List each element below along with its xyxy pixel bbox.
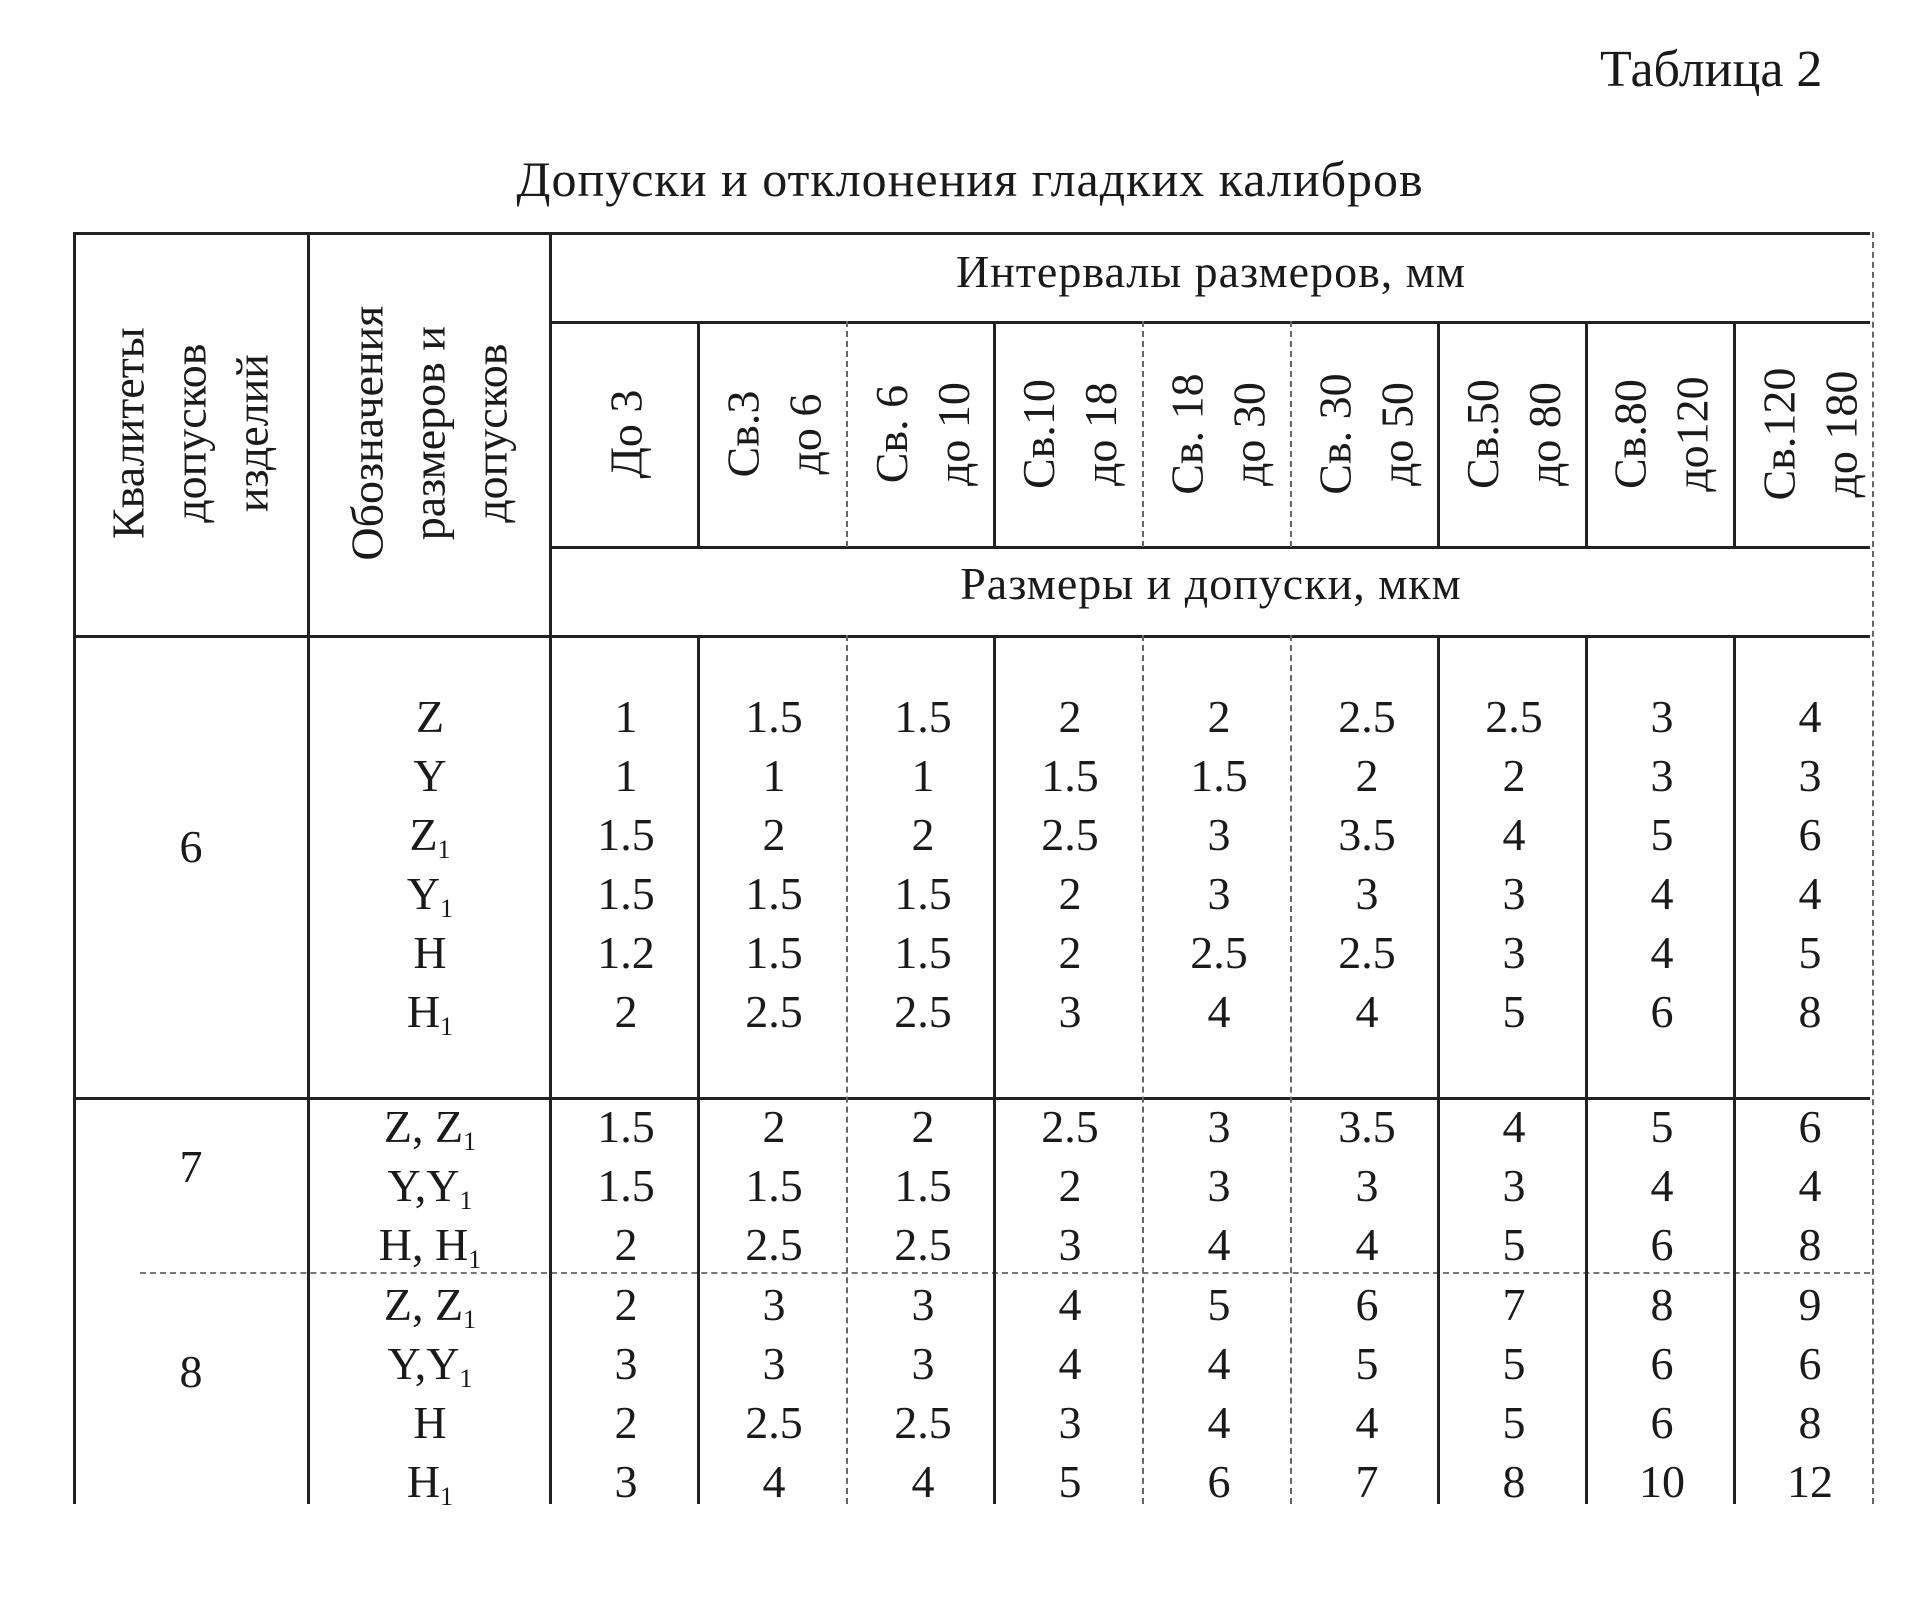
tolerance-symbol: H, $H_1$ — [378, 1219, 482, 1274]
table-cell: 3 — [1207, 868, 1231, 919]
table-cell: 1.5 — [894, 1160, 952, 1211]
tolerance-symbol: Z, $Z_1$ — [383, 1279, 477, 1334]
tolerance-symbol: $Y_1$ — [406, 868, 454, 923]
table-cell: 3 — [762, 1279, 786, 1330]
quality-group-label: 7 — [179, 1141, 203, 1192]
table-cell: 3 — [1207, 1101, 1231, 1152]
table-cell: 4 — [1058, 1338, 1082, 1389]
table-cell: 2.5 — [894, 1219, 952, 1270]
symbol-subscript: 1 — [463, 1127, 477, 1156]
tolerance-symbol: $Z_1$ — [409, 809, 451, 864]
table-cell: 2 — [762, 809, 786, 860]
table-cell: 1.5 — [894, 927, 952, 978]
table-cell: 5 — [1502, 1219, 1526, 1270]
tolerance-symbol: $Y,Y_1$ — [387, 1338, 473, 1393]
table-cell: 2 — [614, 1219, 638, 1270]
symbol-subscript: 1 — [440, 1012, 454, 1041]
table-cell: 2 — [614, 986, 638, 1037]
table-cell: 4 — [762, 1456, 786, 1507]
table-cell: 2.5 — [1338, 927, 1396, 978]
table-cell: 2.5 — [1190, 927, 1248, 978]
table-cell: 4 — [1058, 1279, 1082, 1330]
quality-group-label: 8 — [179, 1346, 203, 1397]
table-cell: 3 — [762, 1338, 786, 1389]
table-cell: 6 — [1355, 1279, 1379, 1330]
table-cell: 2 — [1502, 750, 1526, 801]
table-cell: 2.5 — [1041, 1101, 1099, 1152]
table-cell: 10 — [1639, 1456, 1685, 1507]
interval-header-line: Св. 18 — [1161, 373, 1213, 496]
interval-column-header — [700, 322, 848, 547]
table-cell: 4 — [1355, 1219, 1379, 1270]
table-cell: 6 — [1798, 1338, 1822, 1389]
table-cell: 7 — [1502, 1279, 1526, 1330]
table-cell: 3 — [1355, 868, 1379, 919]
table-cell: 6 — [1207, 1456, 1231, 1507]
table-cell: 3.5 — [1338, 1101, 1396, 1152]
table-cell: 3 — [614, 1338, 638, 1389]
table-cell: 4 — [911, 1456, 935, 1507]
table-cell: 8 — [1798, 986, 1822, 1037]
interval-header-line: Св.120 — [1752, 368, 1804, 501]
table-cell: 1.5 — [597, 868, 655, 919]
table-cell: 4 — [1798, 868, 1822, 919]
table-cell: 1 — [911, 750, 935, 801]
table-cell: 1.5 — [745, 1160, 803, 1211]
table-cell: 2.5 — [894, 1397, 952, 1448]
table-cell: 2.5 — [1485, 691, 1543, 742]
table-cell: 8 — [1650, 1279, 1674, 1330]
table-cell: 1.5 — [1041, 750, 1099, 801]
table-cell: 3 — [1207, 809, 1231, 860]
table-cell: 5 — [1355, 1338, 1379, 1389]
symbol-subscript: 1 — [440, 894, 454, 923]
table-cell: 1.5 — [597, 1101, 655, 1152]
table-cell: 6 — [1650, 1219, 1674, 1270]
table-cell: 4 — [1650, 868, 1674, 919]
table-cell: 2.5 — [1041, 809, 1099, 860]
table-cell: 2.5 — [894, 986, 952, 1037]
table-cell: 4 — [1207, 986, 1231, 1037]
symbol-subscript: 1 — [459, 1186, 473, 1215]
table-cell: 6 — [1650, 1338, 1674, 1389]
table-cell: 3 — [911, 1279, 935, 1330]
table-cell: 1 — [614, 691, 638, 742]
interval-header-line: Св.3 — [716, 391, 768, 478]
table-cell: 3 — [1502, 927, 1526, 978]
interval-header-line: до 10 — [928, 382, 979, 487]
table-cell: 1.5 — [894, 868, 952, 919]
table-cell: 4 — [1355, 1397, 1379, 1448]
table-cell: 1.5 — [745, 868, 803, 919]
table-cell: 4 — [1650, 1160, 1674, 1211]
tolerance-symbol: $Y,Y_1$ — [387, 1160, 473, 1215]
table-cell: 1 — [614, 750, 638, 801]
table-cell: 3 — [1355, 1160, 1379, 1211]
interval-header-line: до 6 — [779, 394, 830, 475]
interval-column-header — [1588, 322, 1736, 547]
symbol-subscript: 1 — [468, 1245, 482, 1274]
interval-header-line: до 180 — [1815, 371, 1866, 498]
table-cell: 1.5 — [894, 691, 952, 742]
tolerance-symbol: Y — [413, 750, 447, 801]
header-bottom-rule — [75, 635, 1870, 638]
table-cell: 12 — [1787, 1456, 1833, 1507]
table-cell: 2.5 — [1338, 691, 1396, 742]
table-cell: 5 — [1650, 1101, 1674, 1152]
table-cell: 1.5 — [1190, 750, 1248, 801]
table-cell: 2 — [1058, 868, 1082, 919]
table-cell: 2 — [1207, 691, 1231, 742]
table-cell: 5 — [1058, 1456, 1082, 1507]
table-cell: 9 — [1798, 1279, 1822, 1330]
interval-header-line: до 80 — [1519, 382, 1570, 487]
table-cell: 4 — [1207, 1397, 1231, 1448]
table-cell: 2 — [614, 1397, 638, 1448]
table-cell: 2 — [762, 1101, 786, 1152]
table-cell: 4 — [1650, 927, 1674, 978]
table-cell: 8 — [1502, 1456, 1526, 1507]
symbol-column-header — [310, 232, 549, 635]
symbol-header-line: Обозначения — [341, 306, 393, 561]
table-cell: 6 — [1650, 1397, 1674, 1448]
table-cell: 5 — [1798, 927, 1822, 978]
symbol-header-line: допусков — [465, 343, 517, 524]
table-cell: 4 — [1207, 1338, 1231, 1389]
interval-header-line: до 50 — [1372, 382, 1423, 487]
symbol-subscript: 1 — [463, 1305, 477, 1334]
table-cell: 1.5 — [597, 1160, 655, 1211]
quality-header-line: изделий — [227, 354, 279, 513]
interval-column-header — [1293, 322, 1441, 547]
interval-column-header — [1736, 322, 1884, 547]
table-cell: 3 — [1058, 1397, 1082, 1448]
table-cell: 4 — [1207, 1219, 1231, 1270]
table-title: Допуски и отклонения гладких калибров — [516, 151, 1424, 207]
quality-header-line: Квалитеты — [102, 327, 154, 540]
tolerance-symbol: Z, $Z_1$ — [383, 1101, 477, 1156]
table-cell: 2 — [1058, 1160, 1082, 1211]
table-cell: 5 — [1650, 809, 1674, 860]
symbol-header-line: размеров и — [403, 326, 455, 541]
interval-column-header — [849, 322, 997, 547]
interval-header-line: до120 — [1667, 376, 1718, 493]
interval-column-header — [552, 322, 700, 547]
table-cell: 2 — [911, 1101, 935, 1152]
interval-header-line: До 3 — [599, 390, 651, 479]
interval-header-line: Св.50 — [1456, 379, 1508, 490]
symbol-subscript: 1 — [459, 1364, 473, 1393]
table-cell: 1 — [762, 750, 786, 801]
table-cell: 4 — [1502, 809, 1526, 860]
table-cell: 2 — [1355, 750, 1379, 801]
interval-header-line: Св. 30 — [1309, 373, 1361, 496]
quality-group-label: 6 — [179, 821, 203, 872]
tolerance-symbol: $H_1$ — [406, 1456, 454, 1511]
interval-header-line: до 18 — [1075, 382, 1126, 487]
table-cell: 4 — [1355, 986, 1379, 1037]
table-cell: 5 — [1502, 1397, 1526, 1448]
table-cell: 3 — [1058, 986, 1082, 1037]
table-cell: 2.5 — [745, 1219, 803, 1270]
table-cell: 6 — [1798, 809, 1822, 860]
table-cell: 3 — [911, 1338, 935, 1389]
symbol-subscript: 1 — [437, 835, 451, 864]
table-cell: 6 — [1798, 1101, 1822, 1152]
table-cell: 5 — [1502, 986, 1526, 1037]
table-cell: 4 — [1798, 1160, 1822, 1211]
table-cell: 1.5 — [745, 691, 803, 742]
table-cell: 1.5 — [597, 809, 655, 860]
symbol-subscript: 1 — [440, 1482, 454, 1511]
tolerance-symbol: Z — [415, 691, 445, 742]
table-cell: 1.5 — [745, 927, 803, 978]
units-header: Размеры и допуски, мкм — [960, 558, 1462, 609]
intervals-header: Интервалы размеров, мм — [955, 246, 1467, 297]
table-cell: 2 — [614, 1279, 638, 1330]
interval-column-header — [1145, 322, 1293, 547]
interval-header-line: до 30 — [1224, 382, 1275, 487]
table-cell: 8 — [1798, 1219, 1822, 1270]
interval-column-header — [996, 322, 1144, 547]
table-cell: 2.5 — [745, 1397, 803, 1448]
table-cell: 3 — [1207, 1160, 1231, 1211]
table-cell: 3 — [614, 1456, 638, 1507]
table-cell: 5 — [1502, 1338, 1526, 1389]
table-cell: 2 — [911, 809, 935, 860]
interval-header-line: Св.10 — [1012, 379, 1064, 490]
table-cell: 5 — [1207, 1279, 1231, 1330]
interval-column-header — [1440, 322, 1588, 547]
table-cell: 3 — [1502, 868, 1526, 919]
table-cell: 8 — [1798, 1397, 1822, 1448]
table-cell: 4 — [1798, 691, 1822, 742]
table-cell: 3 — [1650, 691, 1674, 742]
table-cell: 1.2 — [597, 927, 655, 978]
quality-header-line: допусков — [164, 343, 216, 524]
table-cell: 3 — [1798, 750, 1822, 801]
tolerance-symbol: H — [413, 927, 447, 978]
table-cell: 2.5 — [745, 986, 803, 1037]
tolerance-symbol: H — [413, 1397, 447, 1448]
table-cell: 3.5 — [1338, 809, 1396, 860]
table-number: Таблица 2 — [1600, 41, 1823, 98]
table-cell: 4 — [1502, 1101, 1526, 1152]
tolerance-symbol: $H_1$ — [406, 986, 454, 1041]
quality-column-header — [75, 232, 307, 635]
table-cell: 6 — [1650, 986, 1674, 1037]
interval-header-line: Св.80 — [1604, 379, 1656, 490]
table-cell: 3 — [1650, 750, 1674, 801]
table-cell: 3 — [1058, 1219, 1082, 1270]
table-cell: 2 — [1058, 691, 1082, 742]
table-cell: 2 — [1058, 927, 1082, 978]
table-cell: 7 — [1355, 1456, 1379, 1507]
table-cell: 3 — [1502, 1160, 1526, 1211]
interval-header-line: Св. 6 — [865, 385, 917, 484]
